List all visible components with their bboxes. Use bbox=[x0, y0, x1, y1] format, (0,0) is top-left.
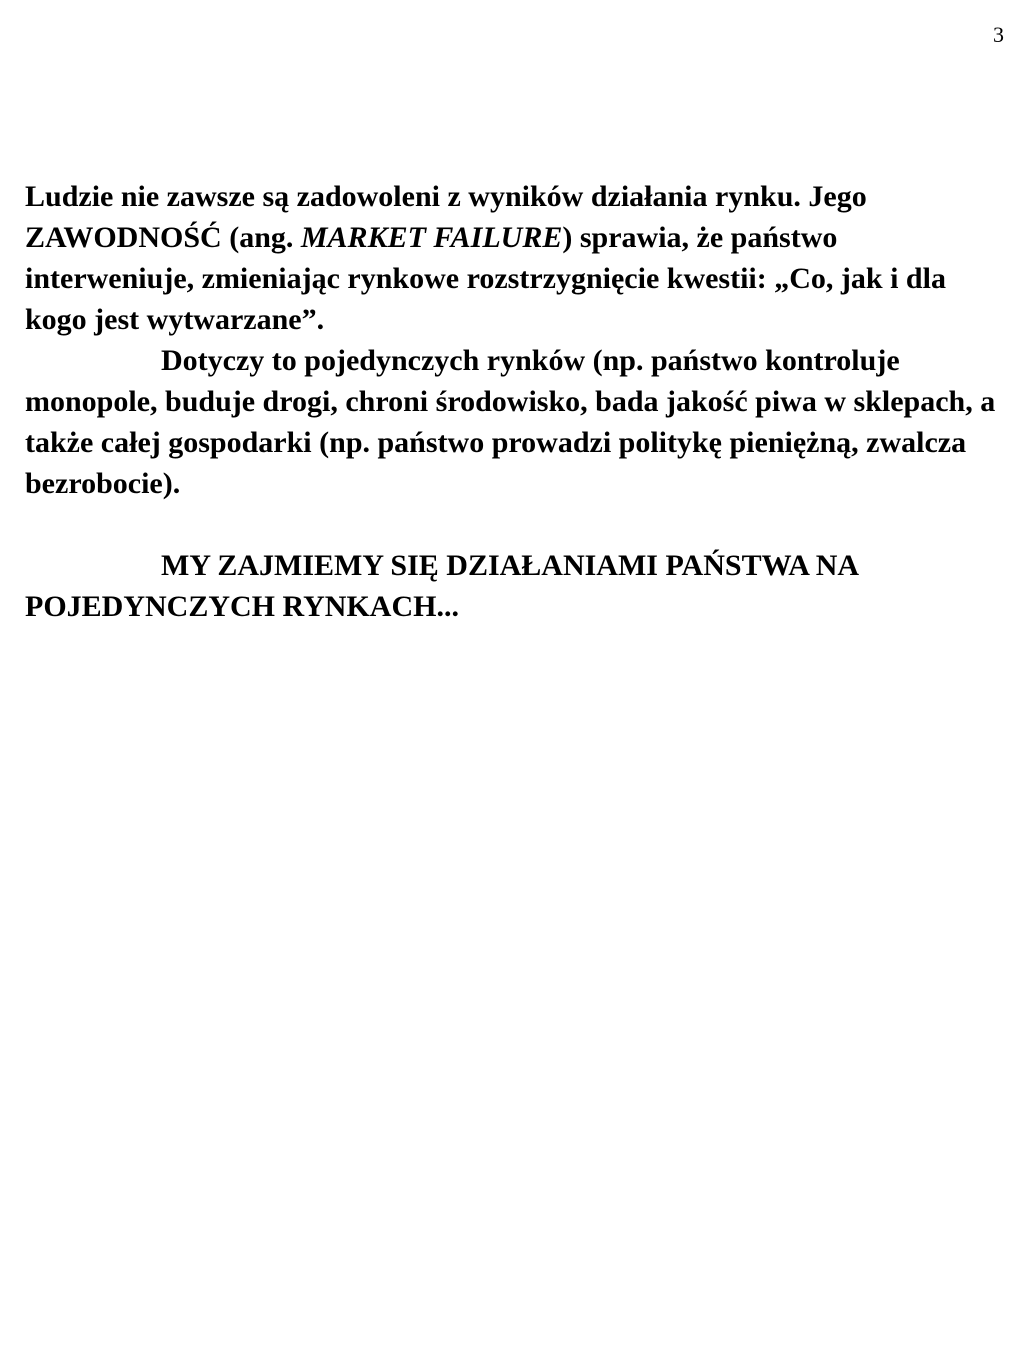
paragraph-single-markets bbox=[25, 545, 1005, 627]
paragraph-market-failure-text-end: ) sprawia, że państwo interweniuje, zmieniając rynkowe rozstrzygnięcie kwestii: „Co, jak i dla kogo jest wytwarzane”. bbox=[25, 221, 946, 336]
document-body bbox=[25, 176, 1005, 627]
paragraph-state-intervention-text: Dotyczy to pojedynczych rynków (np. państwo kontroluje monopole, buduje drogi, chroni środowisko, bada jakość piwa w sklepach, a także całej gospodarki (np. państwo prowadzi politykę pieniężną, zwalcza bezrobocie). bbox=[25, 344, 996, 500]
market-failure-term: MARKET FAILURE bbox=[300, 221, 563, 254]
page-number: 3 bbox=[993, 22, 1004, 47]
paragraph-gap bbox=[25, 504, 1005, 545]
paragraph-market-failure bbox=[25, 176, 1005, 340]
paragraph-state-intervention bbox=[25, 340, 1005, 504]
paragraph-market-failure-text-start: Ludzie nie zawsze są zadowoleni z wyników działania rynku. Jego ZAWODNOŚĆ (ang. bbox=[25, 180, 867, 254]
paragraph-single-markets-text: MY ZAJMIEMY SIĘ DZIAŁANIAMI PAŃSTWA NA POJEDYNCZYCH RYNKACH... bbox=[25, 549, 858, 623]
